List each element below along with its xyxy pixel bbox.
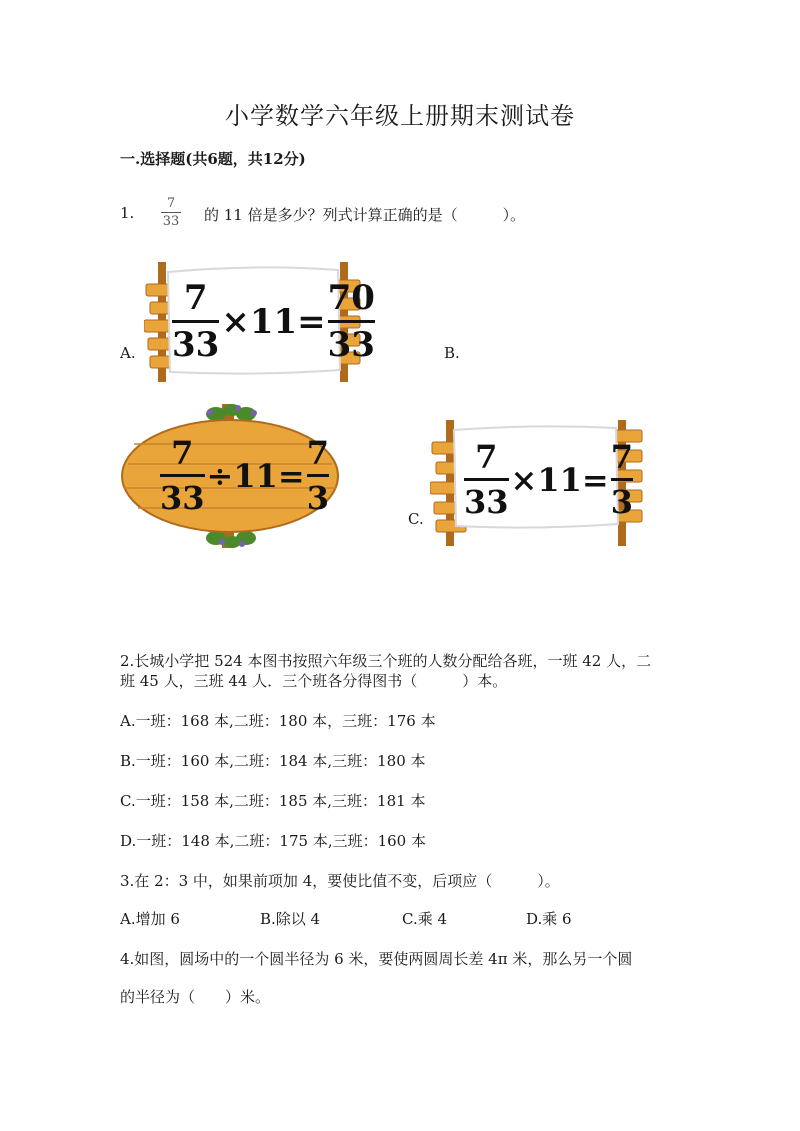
fraction bbox=[160, 434, 205, 517]
q1-option-b-equation bbox=[160, 434, 329, 517]
q1-option-c-equation bbox=[464, 438, 633, 521]
q3-option-a[interactable]: A.增加 6 bbox=[120, 910, 180, 928]
q3-option-b[interactable]: B.除以 4 bbox=[260, 910, 321, 928]
fraction-bar bbox=[464, 478, 509, 481]
fraction-bar bbox=[160, 474, 205, 477]
denominator: 3 bbox=[306, 479, 329, 517]
numerator: 7 bbox=[183, 278, 208, 318]
numerator: 7 bbox=[475, 438, 498, 476]
operator: ×11= bbox=[510, 460, 609, 499]
q1-option-c-board[interactable] bbox=[430, 420, 644, 546]
fraction-bar bbox=[161, 212, 181, 213]
operator: ×11= bbox=[221, 301, 326, 342]
fraction-bar bbox=[172, 320, 219, 323]
page-title: 小学数学六年级上册期末测试卷 bbox=[225, 102, 575, 130]
q2-option-d[interactable]: D.一班：148 本,二班：175 本,三班：160 本 bbox=[120, 832, 426, 850]
q1-fraction-numerator: 7 bbox=[166, 196, 176, 211]
q1-stem: 的 11 倍是多少？列式计算正确的是（ ）。 bbox=[204, 206, 526, 224]
operator: ÷11= bbox=[206, 456, 305, 495]
q1-option-c-label: C. bbox=[408, 510, 424, 528]
q3-option-d[interactable]: D.乘 6 bbox=[526, 910, 572, 928]
denominator: 33 bbox=[464, 483, 509, 521]
q3-stem: 3.在 2：3 中，如果前项加 4，要使比值不变，后项应（ ）。 bbox=[120, 872, 560, 890]
q1-fraction bbox=[158, 196, 184, 229]
q1-option-b-label: B. bbox=[444, 344, 460, 362]
q1-option-a-equation bbox=[172, 278, 375, 365]
q4-stem-line1: 4.如图，圆场中的一个圆半径为 6 米，要使两圆周长差 4π 米，那么另一个圆 bbox=[120, 950, 633, 968]
q3-option-c[interactable]: C.乘 4 bbox=[402, 910, 448, 928]
fraction bbox=[172, 278, 219, 365]
q2-option-a[interactable]: A.一班：168 本,二班：180 本，三班：176 本 bbox=[120, 712, 436, 730]
q1-option-a-label: A. bbox=[120, 344, 136, 362]
fraction bbox=[611, 438, 633, 521]
numerator: 70 bbox=[327, 278, 375, 318]
denominator: 33 bbox=[327, 325, 375, 365]
fraction bbox=[328, 278, 375, 365]
fraction bbox=[307, 434, 329, 517]
denominator: 33 bbox=[172, 325, 220, 365]
numerator: 7 bbox=[306, 434, 329, 472]
fraction-bar bbox=[611, 478, 633, 481]
fraction-bar bbox=[307, 474, 329, 477]
numerator: 7 bbox=[610, 438, 633, 476]
fraction bbox=[464, 438, 509, 521]
denominator: 33 bbox=[160, 479, 205, 517]
fraction-bar bbox=[328, 320, 375, 323]
numerator: 7 bbox=[171, 434, 194, 472]
q1-fraction-denominator: 33 bbox=[162, 214, 180, 229]
q1-number: 1. bbox=[120, 204, 135, 222]
q1-option-a-board[interactable] bbox=[144, 262, 375, 382]
q4-stem-line2: 的半径为（ ）米。 bbox=[120, 988, 271, 1006]
q2-option-c[interactable]: C.一班：158 本,二班：185 本,三班：181 本 bbox=[120, 792, 426, 810]
q1-option-b-board[interactable] bbox=[120, 404, 344, 548]
q2-option-b[interactable]: B.一班：160 本,二班：184 本,三班：180 本 bbox=[120, 752, 426, 770]
section-heading: 一.选择题(共6题，共12分) bbox=[120, 150, 306, 168]
denominator: 3 bbox=[610, 483, 633, 521]
q2-stem-line2: 班 45 人，三班 44 人．三个班各分得图书（ ）本。 bbox=[120, 672, 508, 690]
q2-stem-line1: 2.长城小学把 524 本图书按照六年级三个班的人数分配给各班，一班 42 人，二 bbox=[120, 652, 652, 670]
